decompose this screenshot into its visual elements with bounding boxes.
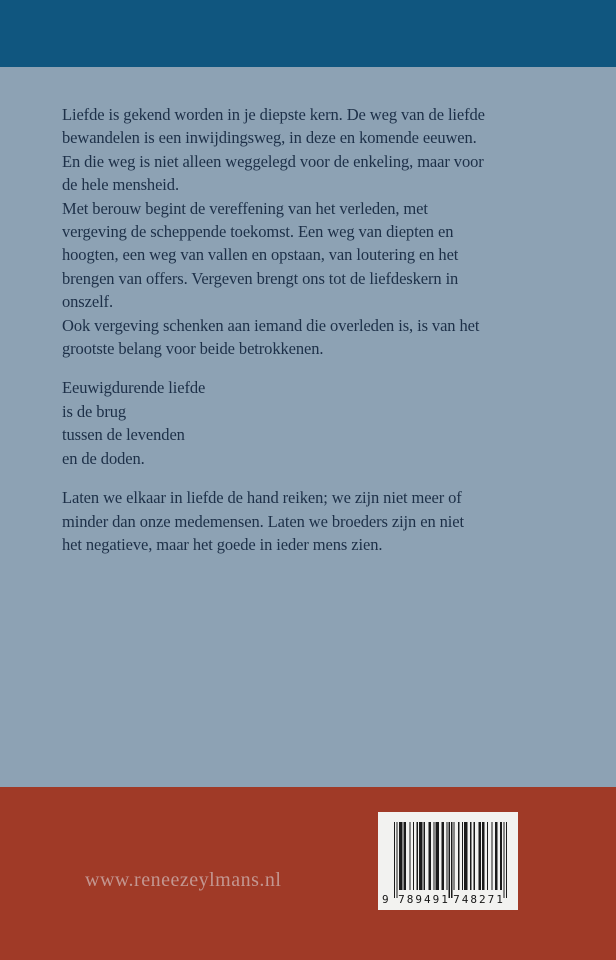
barcode-image	[394, 822, 507, 898]
isbn-digit-first: 9	[382, 893, 389, 906]
isbn-digit-group-right: 748271	[453, 893, 505, 906]
closing-paragraph: Laten we elkaar in liefde de hand reiken; we zijn niet meer of minder dan onze medemensen. Laten we broeders zijn en niet het negatieve, maar het goede in ieder mens zien.	[62, 488, 464, 554]
bottom-color-band	[0, 787, 616, 960]
poem-quote: Eeuwigdurende liefde is de brug tussen de levenden en de doden.	[62, 378, 206, 468]
blurb-paragraph-1: Liefde is gekend worden in je diepste kern. De weg van de liefde bewandelen is een inwijdingsweg, in deze en komende eeuwen. En die weg is niet alleen weggelegd voor de enkeling, maar voor de hele mensheid. Met berouw begint de vereffening van het verleden, met vergeving de scheppende toekomst. Een weg van diepten en hoogten, een weg van vallen en opstaan, van loutering en het brengen van offers. Vergeven brengt ons tot de liefdeskern in onszelf. Ook vergeving schenken aan iemand die overleden is, is van het grootste belang voor beide betrokkenen.	[62, 105, 485, 359]
blurb-text	[62, 103, 548, 572]
barcode	[378, 812, 518, 910]
isbn-digit-group-left: 789491	[398, 893, 450, 906]
top-color-band	[0, 0, 616, 67]
isbn-digits	[378, 893, 518, 909]
website-url: www.reneezeylmans.nl	[85, 869, 282, 891]
